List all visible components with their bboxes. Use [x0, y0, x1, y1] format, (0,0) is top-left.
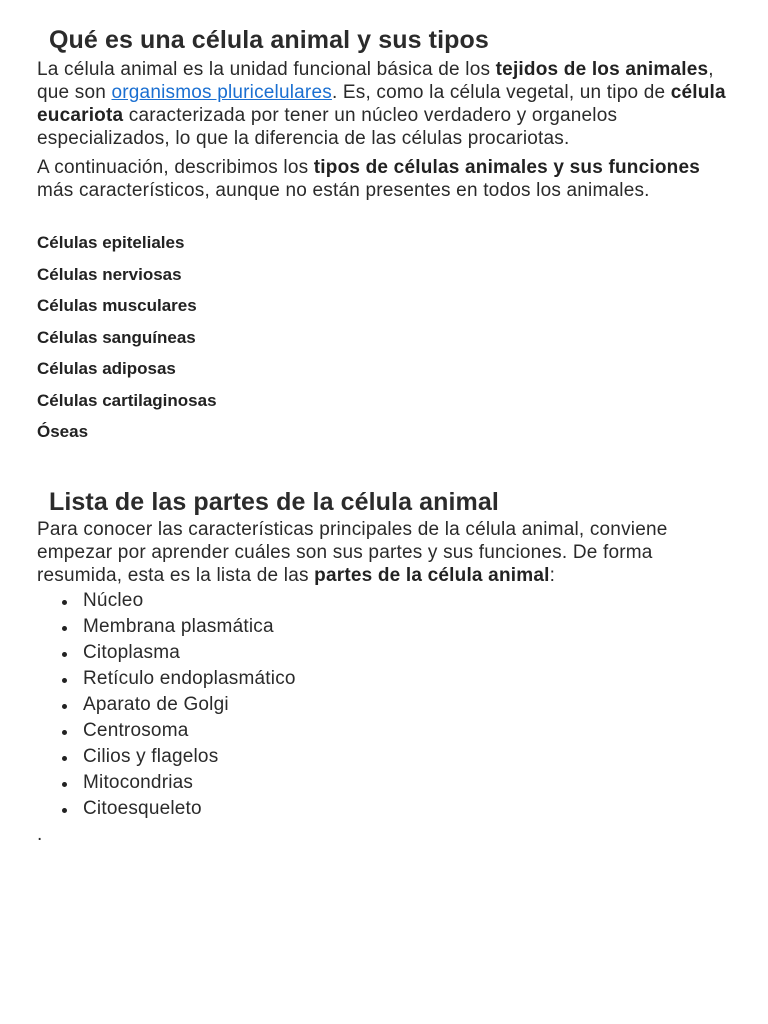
- cell-type-item: Óseas: [37, 422, 89, 441]
- bullet-icon: [62, 626, 67, 631]
- cell-part-label: Citoplasma: [83, 642, 181, 663]
- cell-part-label: Retículo endoplasmático: [83, 668, 296, 689]
- bullet-icon: [62, 730, 67, 735]
- para1-bold-1: tejidos de los animales: [495, 59, 709, 80]
- bullet-icon: [62, 756, 67, 761]
- cell-type-item: Células adiposas: [37, 359, 176, 378]
- cell-type-item: Células epiteliales: [37, 233, 185, 252]
- pluricellular-organisms-link[interactable]: organismos pluricelulares: [111, 82, 332, 103]
- cell-parts-list: [58, 590, 296, 824]
- bullet-icon: [62, 704, 67, 709]
- cell-type-item: Células cartilaginosas: [37, 390, 217, 410]
- cell-part-label: Núcleo: [83, 590, 144, 611]
- intro-paragraph: [37, 58, 737, 150]
- para1-text-1: La célula animal es la unidad funcional básica de los: [37, 59, 496, 80]
- cell-part-item: [58, 642, 296, 668]
- para1-text-3: . Es, como la célula vegetal, un tipo de: [331, 82, 671, 103]
- para3-text-2: :: [549, 565, 556, 586]
- para1-bold-2: célula eucariota: [37, 82, 726, 126]
- cell-part-label: Mitocondrias: [83, 772, 194, 793]
- cell-part-item: [58, 668, 296, 694]
- bullet-icon: [62, 678, 67, 683]
- para3-text-1: Para conocer las características principales de la célula animal, conviene empezar por aprender cuáles son sus partes y sus funciones. De forma resumida, esta es la lista de las: [37, 519, 668, 586]
- parts-intro-paragraph: [37, 518, 737, 587]
- para1-text-2: , que son: [37, 59, 714, 103]
- cell-part-item: [58, 798, 296, 824]
- cell-part-label: Membrana plasmática: [83, 616, 274, 637]
- cell-type-item: Células nerviosas: [37, 264, 182, 284]
- cell-part-label: Aparato de Golgi: [83, 694, 229, 715]
- para2-bold-1: tipos de células animales y sus funciones: [313, 157, 700, 178]
- trailing-period: .: [37, 824, 43, 845]
- cell-part-label: Citoesqueleto: [83, 798, 202, 819]
- para2-text-1: A continuación, describimos los: [37, 157, 314, 178]
- cell-part-item: [58, 746, 296, 772]
- cell-part-item: [58, 616, 296, 642]
- cell-types-list: [37, 233, 217, 454]
- bullet-icon: [62, 808, 67, 813]
- cell-part-label: Cilios y flagelos: [83, 746, 219, 767]
- cell-part-item: [58, 590, 296, 616]
- para1-text-4: caracterizada por tener un núcleo verdadero y organelos especializados, lo que la diferencia de las células procariotas.: [37, 105, 618, 149]
- bullet-icon: [62, 600, 67, 605]
- bullet-icon: [62, 782, 67, 787]
- cell-part-item: [58, 694, 296, 720]
- cell-part-label: Centrosoma: [83, 720, 189, 741]
- cell-type-item: Células musculares: [37, 296, 197, 315]
- cell-part-item: [58, 720, 296, 746]
- cell-part-item: [58, 772, 296, 798]
- para3-bold-1: partes de la célula animal: [314, 565, 550, 586]
- bullet-icon: [62, 652, 67, 657]
- cell-type-item: Células sanguíneas: [37, 327, 196, 347]
- section-title-cell-types: Qué es una célula animal y sus tipos: [49, 26, 489, 54]
- para2-text-2: más característicos, aunque no están presentes en todos los animales.: [37, 180, 650, 201]
- section-title-cell-parts: Lista de las partes de la célula animal: [49, 488, 499, 516]
- types-intro-paragraph: [37, 156, 737, 202]
